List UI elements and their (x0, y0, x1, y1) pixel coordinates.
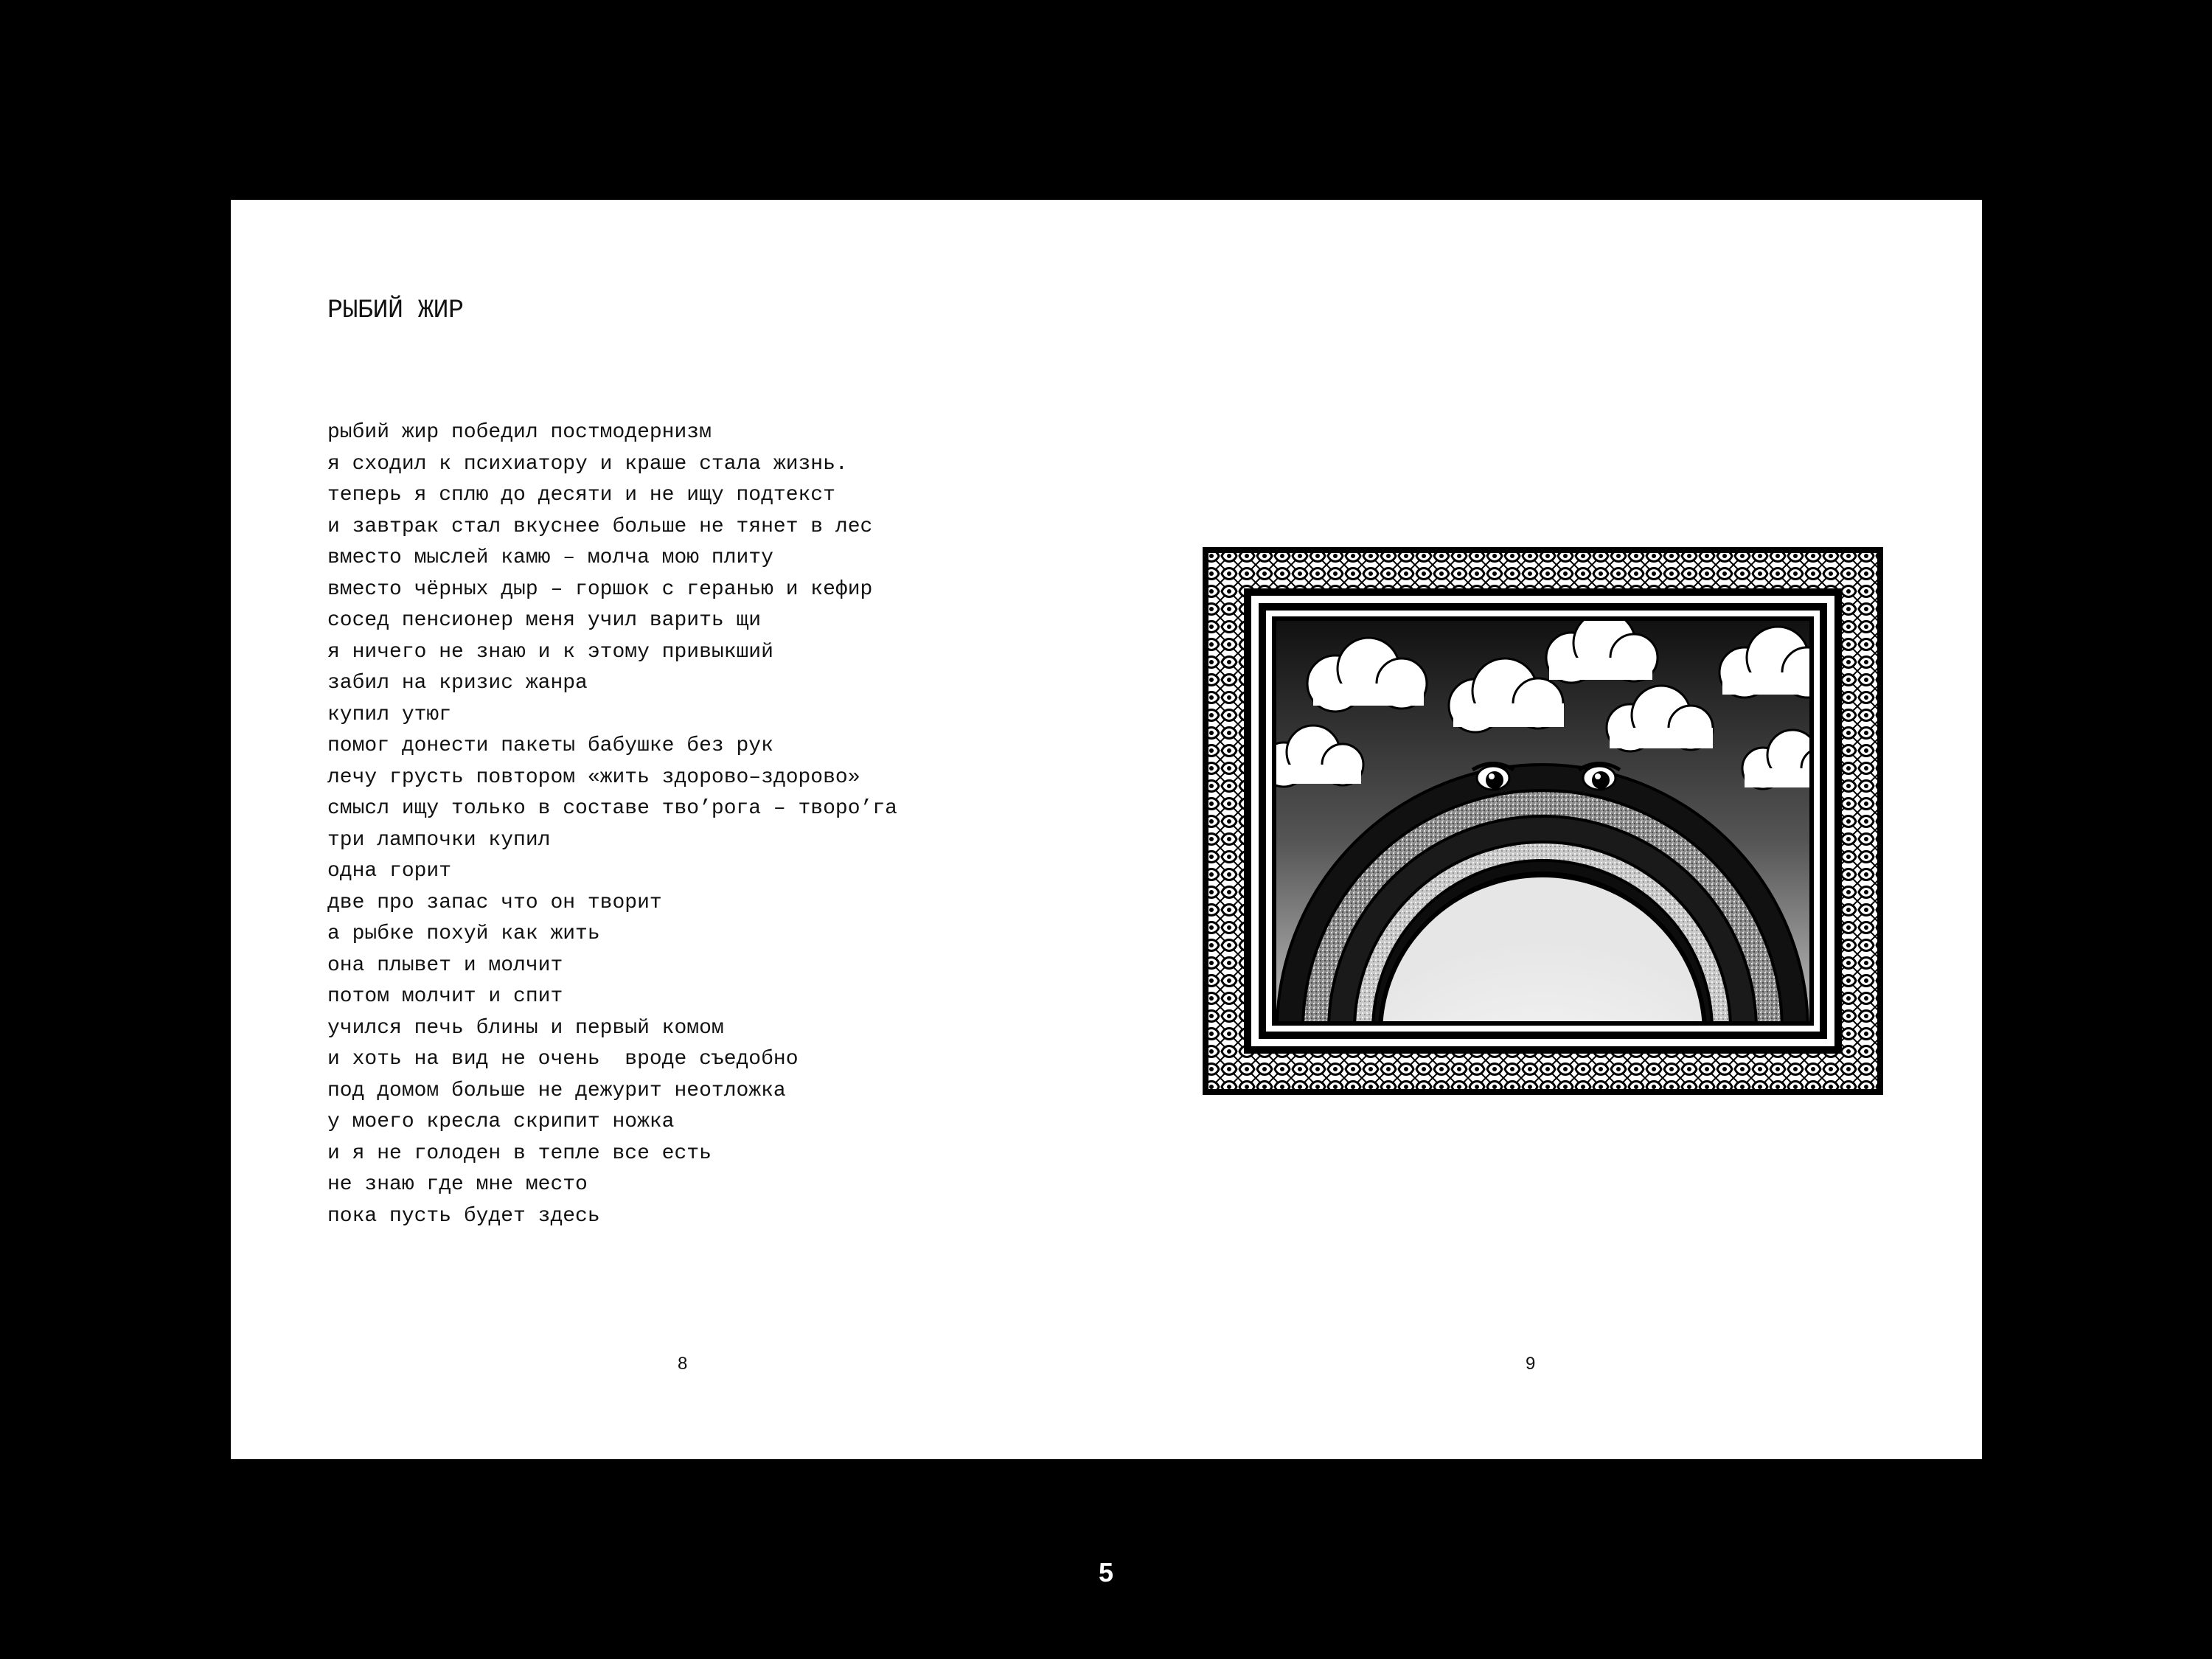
page-number-right: 9 (1526, 1354, 1536, 1374)
poem-line: теперь я сплю до десяти и не ищу подтекст (327, 484, 835, 507)
poem-line: помог донести пакеты бабушке без рук (327, 734, 773, 757)
poem-line: не знаю где мне место (327, 1173, 588, 1196)
poem-line: у моего кресла скрипит ножка (327, 1110, 675, 1133)
footer-page-number: 5 (1098, 1557, 1114, 1587)
framed-rainbow-illustration (1203, 547, 1883, 1095)
poem-line: и хоть на вид не очень вроде съедобно (327, 1048, 799, 1071)
poem-line: три лампочки купил (327, 828, 551, 852)
poem-line: и завтрак стал вкуснее больше не тянет в лес (327, 515, 873, 538)
poem-line: две про запас что он творит (327, 891, 662, 914)
poem-line: она плывет и молчит (327, 953, 563, 977)
poem-line: рыбий жир победил постмодернизм (327, 421, 712, 444)
poem-line: пока пусть будет здесь (327, 1204, 600, 1228)
poem-line: купил утюг (327, 703, 452, 726)
poem-title: РЫБИЙ ЖИР (327, 296, 464, 325)
poem-text (327, 417, 897, 1232)
poem-line: сосед пенсионер меня учил варить щи (327, 609, 762, 632)
poem-line: а рыбке похуй как жить (327, 922, 600, 945)
poem-line: вместо мыслей камю – молча мою плиту (327, 546, 773, 569)
poem-line: лечу грусть повтором «жить здорово–здорово» (327, 765, 860, 789)
poem-line: забил на кризис жанра (327, 672, 588, 695)
poem-line: под домом больше не дежурит неотложка (327, 1079, 786, 1102)
poem-line: вместо чёрных дыр – горшок с геранью и кефир (327, 577, 873, 601)
poem-line: и я не голоден в тепле все есть (327, 1141, 712, 1165)
page-number-left: 8 (678, 1354, 688, 1374)
book-spread (231, 200, 1982, 1459)
poem-line: одна горит (327, 860, 452, 883)
poem-line: я сходил к психиатору и краше стала жизнь. (327, 452, 848, 476)
poem-line: я ничего не знаю и к этому привыкший (327, 640, 773, 664)
poem-line: учился печь блины и первый комом (327, 1016, 724, 1040)
poem-line: потом молчит и спит (327, 985, 563, 1008)
poem-line: смысл ищу только в составе тво’рога – творо’га (327, 797, 897, 820)
